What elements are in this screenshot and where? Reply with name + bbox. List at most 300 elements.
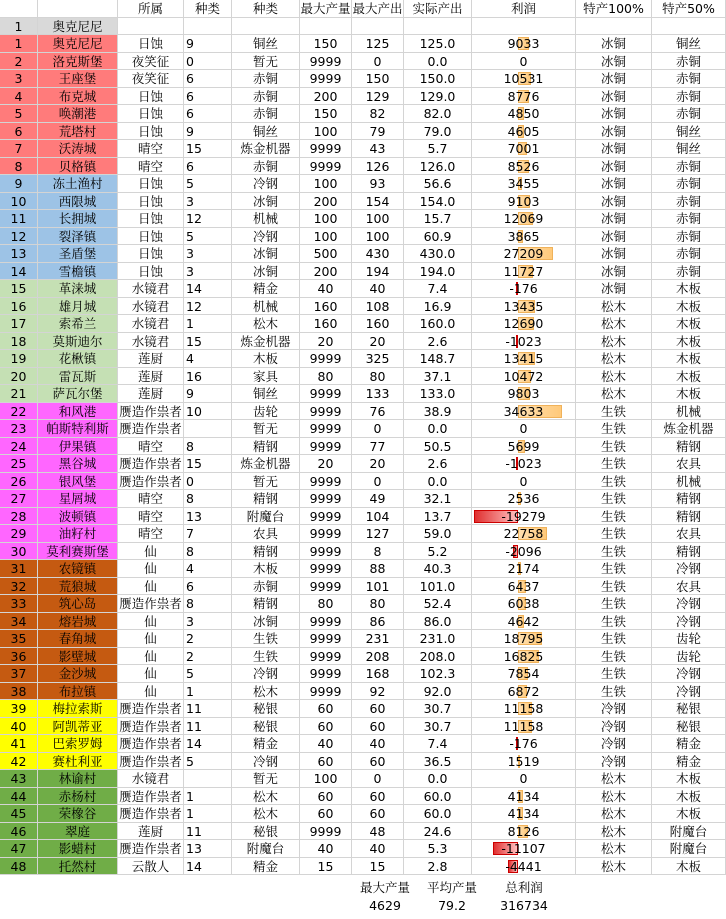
- type-cell[interactable]: 木板: [232, 350, 300, 368]
- max-production-cell[interactable]: 9999: [300, 508, 352, 526]
- max-production-cell[interactable]: 20: [300, 333, 352, 351]
- type-cell[interactable]: 精金: [232, 280, 300, 298]
- max-production-cell[interactable]: 60: [300, 700, 352, 718]
- owner-cell[interactable]: 晴空: [118, 525, 184, 543]
- max-output-cell[interactable]: 100: [352, 210, 404, 228]
- specialty-100-cell[interactable]: 生铁: [576, 525, 652, 543]
- specialty-50-cell[interactable]: 赤铜: [652, 70, 726, 88]
- actual-output-cell[interactable]: 30.7: [404, 700, 472, 718]
- actual-output-cell[interactable]: 0.0: [404, 420, 472, 438]
- type-cell[interactable]: 齿轮: [232, 403, 300, 421]
- specialty-50-cell[interactable]: 精金: [652, 735, 726, 753]
- specialty-50-cell[interactable]: 赤铜: [652, 175, 726, 193]
- actual-output-cell[interactable]: 15.7: [404, 210, 472, 228]
- specialty-50-cell[interactable]: 木板: [652, 770, 726, 788]
- actual-output-cell[interactable]: 36.5: [404, 753, 472, 771]
- actual-output-cell[interactable]: 125.0: [404, 35, 472, 53]
- specialty-50-cell[interactable]: 铜丝: [652, 140, 726, 158]
- specialty-100-cell[interactable]: 生铁: [576, 508, 652, 526]
- type-cell[interactable]: 机械: [232, 210, 300, 228]
- specialty-50-cell[interactable]: 木板: [652, 315, 726, 333]
- type-cell[interactable]: 精钢: [232, 438, 300, 456]
- city-name[interactable]: 西限城: [38, 193, 118, 211]
- max-production-cell[interactable]: 100: [300, 210, 352, 228]
- max-production-cell[interactable]: 9999: [300, 648, 352, 666]
- max-production-cell[interactable]: 60: [300, 788, 352, 806]
- max-output-cell[interactable]: 76: [352, 403, 404, 421]
- specialty-100-cell[interactable]: 冰铜: [576, 105, 652, 123]
- owner-cell[interactable]: 赝造作祟者: [118, 473, 184, 491]
- specialty-50-cell[interactable]: 机械: [652, 403, 726, 421]
- profit-cell[interactable]: [472, 228, 576, 246]
- actual-output-cell[interactable]: 37.1: [404, 368, 472, 386]
- max-production-cell[interactable]: [300, 18, 352, 36]
- max-output-cell[interactable]: 129: [352, 88, 404, 106]
- specialty-100-cell[interactable]: 冰铜: [576, 88, 652, 106]
- column-header[interactable]: 最大产出: [352, 1, 403, 16]
- kinds-cell[interactable]: 0: [184, 53, 232, 71]
- actual-output-cell[interactable]: 92.0: [404, 683, 472, 701]
- kinds-cell[interactable]: 16: [184, 368, 232, 386]
- specialty-100-cell[interactable]: 生铁: [576, 455, 652, 473]
- owner-cell[interactable]: [118, 18, 184, 36]
- profit-cell[interactable]: [472, 770, 576, 788]
- type-cell[interactable]: 秘银: [232, 700, 300, 718]
- city-name[interactable]: 波顿镇: [38, 508, 118, 526]
- owner-cell[interactable]: 仙: [118, 648, 184, 666]
- max-output-cell[interactable]: 77: [352, 438, 404, 456]
- owner-cell[interactable]: 日蚀: [118, 105, 184, 123]
- kinds-cell[interactable]: 5: [184, 175, 232, 193]
- column-header[interactable]: 利润: [472, 0, 576, 18]
- kinds-cell[interactable]: 9: [184, 385, 232, 403]
- max-output-cell[interactable]: 86: [352, 613, 404, 631]
- city-name[interactable]: 春角城: [38, 630, 118, 648]
- owner-cell[interactable]: 赝造作祟者: [118, 455, 184, 473]
- profit-cell[interactable]: [472, 350, 576, 368]
- actual-output-cell[interactable]: 5.7: [404, 140, 472, 158]
- specialty-50-cell[interactable]: 冷钢: [652, 560, 726, 578]
- specialty-50-cell[interactable]: 铜丝: [652, 35, 726, 53]
- specialty-50-cell[interactable]: 冷钢: [652, 613, 726, 631]
- kinds-cell[interactable]: 4: [184, 560, 232, 578]
- specialty-50-cell[interactable]: 秘银: [652, 718, 726, 736]
- city-name[interactable]: 布拉镇: [38, 683, 118, 701]
- profit-cell[interactable]: [472, 560, 576, 578]
- specialty-50-cell[interactable]: 冷钢: [652, 665, 726, 683]
- profit-cell[interactable]: [472, 525, 576, 543]
- profit-cell[interactable]: [472, 473, 576, 491]
- specialty-100-cell[interactable]: 松木: [576, 840, 652, 858]
- max-output-cell[interactable]: 325: [352, 350, 404, 368]
- type-cell[interactable]: 家具: [232, 368, 300, 386]
- kinds-cell[interactable]: 3: [184, 613, 232, 631]
- kinds-cell[interactable]: 0: [184, 473, 232, 491]
- kinds-cell[interactable]: 6: [184, 578, 232, 596]
- specialty-50-cell[interactable]: 赤铜: [652, 105, 726, 123]
- owner-cell[interactable]: 晴空: [118, 140, 184, 158]
- max-production-cell[interactable]: 60: [300, 805, 352, 823]
- max-output-cell[interactable]: 60: [352, 700, 404, 718]
- specialty-100-cell[interactable]: 冷钢: [576, 718, 652, 736]
- column-header[interactable]: [38, 0, 118, 18]
- kinds-cell[interactable]: 5: [184, 753, 232, 771]
- max-production-cell[interactable]: 9999: [300, 140, 352, 158]
- city-name[interactable]: 金沙城: [38, 665, 118, 683]
- type-cell[interactable]: [232, 18, 300, 36]
- owner-cell[interactable]: 莲厨: [118, 823, 184, 841]
- max-output-cell[interactable]: [352, 18, 404, 36]
- specialty-100-cell[interactable]: 松木: [576, 385, 652, 403]
- owner-cell[interactable]: 赝造作祟者: [118, 788, 184, 806]
- specialty-100-cell[interactable]: 冷钢: [576, 753, 652, 771]
- specialty-100-cell[interactable]: 生铁: [576, 578, 652, 596]
- profit-cell[interactable]: [472, 753, 576, 771]
- type-cell[interactable]: 铜丝: [232, 123, 300, 141]
- actual-output-cell[interactable]: 148.7: [404, 350, 472, 368]
- owner-cell[interactable]: 夜笑征: [118, 53, 184, 71]
- kinds-cell[interactable]: 6: [184, 105, 232, 123]
- actual-output-cell[interactable]: 129.0: [404, 88, 472, 106]
- specialty-50-cell[interactable]: 精钢: [652, 543, 726, 561]
- profit-cell[interactable]: [472, 420, 576, 438]
- owner-cell[interactable]: 日蚀: [118, 123, 184, 141]
- specialty-50-cell[interactable]: 赤铜: [652, 193, 726, 211]
- max-output-cell[interactable]: 80: [352, 368, 404, 386]
- max-production-cell[interactable]: 9999: [300, 438, 352, 456]
- city-name[interactable]: 贝格镇: [38, 158, 118, 176]
- type-cell[interactable]: 精钢: [232, 490, 300, 508]
- profit-cell[interactable]: [472, 245, 576, 263]
- owner-cell[interactable]: 水镜君: [118, 315, 184, 333]
- city-name[interactable]: 托然村: [38, 858, 118, 876]
- city-name[interactable]: 布克城: [38, 88, 118, 106]
- profit-cell[interactable]: [472, 158, 576, 176]
- specialty-100-cell[interactable]: 松木: [576, 823, 652, 841]
- actual-output-cell[interactable]: 5.3: [404, 840, 472, 858]
- max-output-cell[interactable]: 20: [352, 455, 404, 473]
- specialty-100-cell[interactable]: 冰铜: [576, 70, 652, 88]
- profit-cell[interactable]: [472, 823, 576, 841]
- type-cell[interactable]: 炼金机器: [232, 455, 300, 473]
- kinds-cell[interactable]: [184, 770, 232, 788]
- max-output-cell[interactable]: 160: [352, 315, 404, 333]
- actual-output-cell[interactable]: 86.0: [404, 613, 472, 631]
- actual-output-cell[interactable]: 7.4: [404, 735, 472, 753]
- profit-cell[interactable]: [472, 595, 576, 613]
- type-cell[interactable]: 木板: [232, 560, 300, 578]
- max-output-cell[interactable]: 208: [352, 648, 404, 666]
- profit-cell[interactable]: [472, 438, 576, 456]
- city-name[interactable]: 阿凯蒂亚: [38, 718, 118, 736]
- owner-cell[interactable]: 赝造作祟者: [118, 595, 184, 613]
- max-output-cell[interactable]: 108: [352, 298, 404, 316]
- specialty-50-cell[interactable]: 赤铜: [652, 228, 726, 246]
- max-production-cell[interactable]: 150: [300, 105, 352, 123]
- city-name[interactable]: 赤杨村: [38, 788, 118, 806]
- column-header[interactable]: 种类: [232, 0, 300, 18]
- city-name[interactable]: 莫利赛斯堡: [38, 543, 118, 561]
- max-production-cell[interactable]: 40: [300, 735, 352, 753]
- type-cell[interactable]: 赤铜: [232, 70, 300, 88]
- max-output-cell[interactable]: 154: [352, 193, 404, 211]
- max-production-cell[interactable]: 9999: [300, 70, 352, 88]
- max-production-cell[interactable]: 9999: [300, 403, 352, 421]
- max-output-cell[interactable]: 126: [352, 158, 404, 176]
- type-cell[interactable]: 精钢: [232, 595, 300, 613]
- owner-cell[interactable]: 仙: [118, 613, 184, 631]
- city-name[interactable]: 荒狼城: [38, 578, 118, 596]
- actual-output-cell[interactable]: 208.0: [404, 648, 472, 666]
- specialty-50-cell[interactable]: 机械: [652, 473, 726, 491]
- owner-cell[interactable]: 晴空: [118, 438, 184, 456]
- owner-cell[interactable]: 莲厨: [118, 368, 184, 386]
- specialty-100-cell[interactable]: 松木: [576, 350, 652, 368]
- type-cell[interactable]: 冷钢: [232, 175, 300, 193]
- specialty-100-cell[interactable]: 生铁: [576, 630, 652, 648]
- city-name[interactable]: 圣盾堡: [38, 245, 118, 263]
- max-output-cell[interactable]: 49: [352, 490, 404, 508]
- type-cell[interactable]: 赤铜: [232, 578, 300, 596]
- specialty-100-cell[interactable]: 冰铜: [576, 193, 652, 211]
- max-output-cell[interactable]: 0: [352, 420, 404, 438]
- type-cell[interactable]: 冰铜: [232, 613, 300, 631]
- specialty-50-cell[interactable]: 农具: [652, 578, 726, 596]
- specialty-100-cell[interactable]: 松木: [576, 368, 652, 386]
- specialty-50-cell[interactable]: 炼金机器: [652, 420, 726, 438]
- type-cell[interactable]: 赤铜: [232, 158, 300, 176]
- type-cell[interactable]: 松木: [232, 788, 300, 806]
- city-name[interactable]: 星屑城: [38, 490, 118, 508]
- max-production-cell[interactable]: 9999: [300, 53, 352, 71]
- max-output-cell[interactable]: 231: [352, 630, 404, 648]
- type-cell[interactable]: 赤铜: [232, 105, 300, 123]
- profit-cell[interactable]: [472, 210, 576, 228]
- owner-cell[interactable]: 仙: [118, 630, 184, 648]
- owner-cell[interactable]: 水镜君: [118, 280, 184, 298]
- specialty-50-cell[interactable]: 农具: [652, 455, 726, 473]
- owner-cell[interactable]: 日蚀: [118, 228, 184, 246]
- specialty-50-cell[interactable]: 赤铜: [652, 245, 726, 263]
- city-name[interactable]: 农镜镇: [38, 560, 118, 578]
- specialty-50-cell[interactable]: 赤铜: [652, 53, 726, 71]
- owner-cell[interactable]: 仙: [118, 578, 184, 596]
- type-cell[interactable]: 秘银: [232, 823, 300, 841]
- max-output-cell[interactable]: 60: [352, 718, 404, 736]
- owner-cell[interactable]: 日蚀: [118, 210, 184, 228]
- kinds-cell[interactable]: 1: [184, 788, 232, 806]
- specialty-100-cell[interactable]: 生铁: [576, 595, 652, 613]
- kinds-cell[interactable]: 8: [184, 490, 232, 508]
- type-cell[interactable]: 松木: [232, 315, 300, 333]
- city-name[interactable]: 伊果镇: [38, 438, 118, 456]
- type-cell[interactable]: 生铁: [232, 630, 300, 648]
- max-output-cell[interactable]: 8: [352, 543, 404, 561]
- type-cell[interactable]: 农具: [232, 525, 300, 543]
- profit-cell[interactable]: [472, 70, 576, 88]
- profit-cell[interactable]: [472, 53, 576, 71]
- owner-cell[interactable]: 晴空: [118, 158, 184, 176]
- kinds-cell[interactable]: 9: [184, 35, 232, 53]
- city-name[interactable]: 影壁城: [38, 648, 118, 666]
- kinds-cell[interactable]: 1: [184, 683, 232, 701]
- city-name[interactable]: 雄月城: [38, 298, 118, 316]
- max-output-cell[interactable]: 88: [352, 560, 404, 578]
- profit-cell[interactable]: [472, 788, 576, 806]
- max-output-cell[interactable]: 15: [352, 858, 404, 876]
- max-output-cell[interactable]: 100: [352, 228, 404, 246]
- kinds-cell[interactable]: 6: [184, 158, 232, 176]
- max-output-cell[interactable]: 79: [352, 123, 404, 141]
- specialty-100-cell[interactable]: 松木: [576, 770, 652, 788]
- specialty-100-cell[interactable]: 生铁: [576, 665, 652, 683]
- city-name[interactable]: 奥克尼尼: [38, 18, 118, 36]
- specialty-100-cell[interactable]: 生铁: [576, 420, 652, 438]
- kinds-cell[interactable]: 15: [184, 333, 232, 351]
- kinds-cell[interactable]: 12: [184, 210, 232, 228]
- specialty-100-cell[interactable]: 松木: [576, 788, 652, 806]
- specialty-50-cell[interactable]: 精钢: [652, 508, 726, 526]
- max-production-cell[interactable]: 60: [300, 718, 352, 736]
- owner-cell[interactable]: 云散人: [118, 858, 184, 876]
- specialty-100-cell[interactable]: 生铁: [576, 403, 652, 421]
- city-name[interactable]: 裂泽镇: [38, 228, 118, 246]
- max-output-cell[interactable]: 60: [352, 788, 404, 806]
- kinds-cell[interactable]: 15: [184, 455, 232, 473]
- kinds-cell[interactable]: [184, 420, 232, 438]
- actual-output-cell[interactable]: 38.9: [404, 403, 472, 421]
- specialty-50-cell[interactable]: 冷钢: [652, 683, 726, 701]
- type-cell[interactable]: 附魔台: [232, 840, 300, 858]
- profit-cell[interactable]: [472, 280, 576, 298]
- max-output-cell[interactable]: 40: [352, 840, 404, 858]
- actual-output-cell[interactable]: 0.0: [404, 473, 472, 491]
- max-production-cell[interactable]: 9999: [300, 578, 352, 596]
- actual-output-cell[interactable]: 40.3: [404, 560, 472, 578]
- actual-output-cell[interactable]: 52.4: [404, 595, 472, 613]
- type-cell[interactable]: 炼金机器: [232, 140, 300, 158]
- column-header[interactable]: 特产50%: [652, 0, 726, 18]
- max-production-cell[interactable]: 9999: [300, 385, 352, 403]
- city-name[interactable]: 荣橡谷: [38, 805, 118, 823]
- owner-cell[interactable]: 莲厨: [118, 350, 184, 368]
- actual-output-cell[interactable]: 0.0: [404, 770, 472, 788]
- column-header[interactable]: 最大产量: [300, 1, 351, 16]
- type-cell[interactable]: 秘银: [232, 718, 300, 736]
- kinds-cell[interactable]: 7: [184, 525, 232, 543]
- max-output-cell[interactable]: 104: [352, 508, 404, 526]
- kinds-cell[interactable]: 8: [184, 438, 232, 456]
- profit-cell[interactable]: [472, 333, 576, 351]
- profit-cell[interactable]: [472, 613, 576, 631]
- type-cell[interactable]: 精钢: [232, 543, 300, 561]
- max-production-cell[interactable]: 9999: [300, 490, 352, 508]
- profit-cell[interactable]: [472, 718, 576, 736]
- max-production-cell[interactable]: 20: [300, 455, 352, 473]
- max-production-cell[interactable]: 9999: [300, 683, 352, 701]
- kinds-cell[interactable]: 2: [184, 648, 232, 666]
- city-name[interactable]: 荒塔村: [38, 123, 118, 141]
- max-production-cell[interactable]: 15: [300, 858, 352, 876]
- type-cell[interactable]: 炼金机器: [232, 333, 300, 351]
- specialty-50-cell[interactable]: 精金: [652, 753, 726, 771]
- kinds-cell[interactable]: 11: [184, 700, 232, 718]
- kinds-cell[interactable]: 14: [184, 858, 232, 876]
- max-production-cell[interactable]: 200: [300, 263, 352, 281]
- type-cell[interactable]: 赤铜: [232, 88, 300, 106]
- column-header[interactable]: 所属: [118, 0, 184, 18]
- profit-cell[interactable]: [472, 385, 576, 403]
- city-name[interactable]: 洛克斯堡: [38, 53, 118, 71]
- specialty-50-cell[interactable]: 精钢: [652, 438, 726, 456]
- city-name[interactable]: 筑心岛: [38, 595, 118, 613]
- specialty-100-cell[interactable]: 生铁: [576, 648, 652, 666]
- specialty-50-cell[interactable]: 赤铜: [652, 158, 726, 176]
- city-name[interactable]: 沃涛城: [38, 140, 118, 158]
- max-production-cell[interactable]: 9999: [300, 420, 352, 438]
- owner-cell[interactable]: 赝造作祟者: [118, 718, 184, 736]
- specialty-100-cell[interactable]: 生铁: [576, 683, 652, 701]
- kinds-cell[interactable]: 13: [184, 840, 232, 858]
- owner-cell[interactable]: 水镜君: [118, 770, 184, 788]
- kinds-cell[interactable]: 10: [184, 403, 232, 421]
- actual-output-cell[interactable]: 150.0: [404, 70, 472, 88]
- specialty-50-cell[interactable]: 赤铜: [652, 210, 726, 228]
- max-output-cell[interactable]: 40: [352, 735, 404, 753]
- max-production-cell[interactable]: 9999: [300, 560, 352, 578]
- city-name[interactable]: 萨瓦尔堡: [38, 385, 118, 403]
- specialty-50-cell[interactable]: 木板: [652, 805, 726, 823]
- type-cell[interactable]: 暂无: [232, 53, 300, 71]
- specialty-100-cell[interactable]: 生铁: [576, 473, 652, 491]
- max-output-cell[interactable]: 60: [352, 753, 404, 771]
- owner-cell[interactable]: 赝造作祟者: [118, 805, 184, 823]
- actual-output-cell[interactable]: 430.0: [404, 245, 472, 263]
- max-production-cell[interactable]: 9999: [300, 823, 352, 841]
- profit-cell[interactable]: [472, 840, 576, 858]
- specialty-50-cell[interactable]: 精钢: [652, 490, 726, 508]
- owner-cell[interactable]: 赝造作祟者: [118, 753, 184, 771]
- specialty-100-cell[interactable]: 冷钢: [576, 700, 652, 718]
- profit-cell[interactable]: [472, 123, 576, 141]
- max-production-cell[interactable]: 80: [300, 368, 352, 386]
- specialty-100-cell[interactable]: [576, 18, 652, 36]
- owner-cell[interactable]: 日蚀: [118, 245, 184, 263]
- type-cell[interactable]: 附魔台: [232, 508, 300, 526]
- kinds-cell[interactable]: 6: [184, 88, 232, 106]
- column-header[interactable]: 种类: [184, 0, 232, 18]
- actual-output-cell[interactable]: 16.9: [404, 298, 472, 316]
- specialty-50-cell[interactable]: 农具: [652, 525, 726, 543]
- profit-cell[interactable]: [472, 403, 576, 421]
- type-cell[interactable]: 生铁: [232, 648, 300, 666]
- kinds-cell[interactable]: 13: [184, 508, 232, 526]
- profit-cell[interactable]: [472, 455, 576, 473]
- kinds-cell[interactable]: 11: [184, 823, 232, 841]
- column-header[interactable]: 实际产出: [404, 0, 472, 18]
- owner-cell[interactable]: 仙: [118, 683, 184, 701]
- specialty-50-cell[interactable]: 赤铜: [652, 263, 726, 281]
- max-output-cell[interactable]: 0: [352, 770, 404, 788]
- max-output-cell[interactable]: 40: [352, 280, 404, 298]
- owner-cell[interactable]: 水镜君: [118, 333, 184, 351]
- actual-output-cell[interactable]: 30.7: [404, 718, 472, 736]
- column-header[interactable]: 特产100%: [576, 0, 652, 18]
- specialty-100-cell[interactable]: 生铁: [576, 560, 652, 578]
- actual-output-cell[interactable]: 2.6: [404, 333, 472, 351]
- max-output-cell[interactable]: 93: [352, 175, 404, 193]
- max-output-cell[interactable]: 80: [352, 595, 404, 613]
